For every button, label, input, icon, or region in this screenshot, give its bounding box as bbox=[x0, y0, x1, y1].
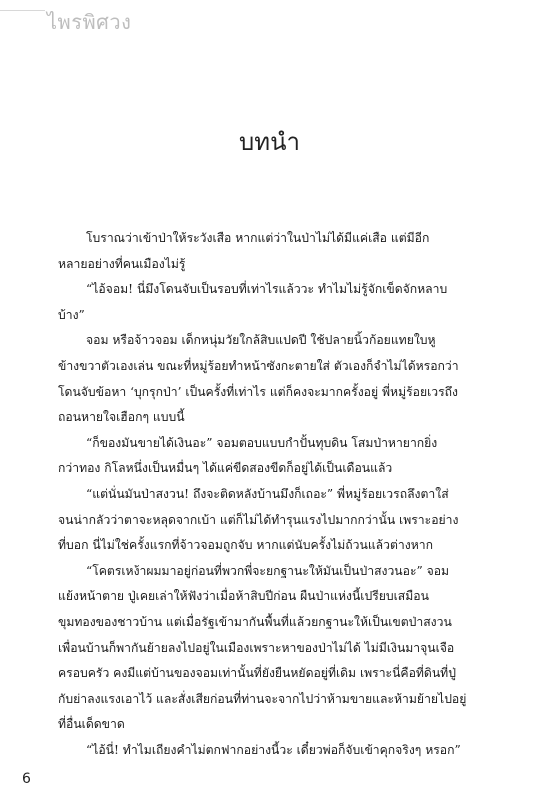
text-line: ถอนหายใจเฮือกๆ แบบนี้ bbox=[58, 410, 185, 425]
page-number: 6 bbox=[22, 771, 31, 787]
body-text bbox=[58, 226, 498, 763]
text-line: จอม หรือจ้าวจอม เด็กหนุ่มวัยใกล้สิบแปดปี ใช้ปลายนิ้วก้อยแทยใบหู bbox=[86, 333, 436, 348]
chapter-title: บทนำ bbox=[239, 128, 300, 156]
text-line: ที่อื่นเด็ดขาด bbox=[58, 717, 125, 732]
text-line: บ้าง” bbox=[58, 307, 85, 322]
text-line: “ก็ของมันขายได้เงินอะ” จอมตอบแบบกำปั้นทุบดิน โสมป่าหายากยิ่ง bbox=[86, 435, 438, 450]
text-line: เพื่อนบ้านก็พากันย้ายลงไปอยู่ในเมืองเพราะหาของป่าไม่ได้ ไม่มีเงินมาจุนเจือ bbox=[58, 640, 455, 655]
text-line: “ไอ้นี่! ทำไมเถียงคำไม่ตกฟากอย่างนี้วะ เดี๋ยวพ่อก็จับเข้าคุกจริงๆ หรอก” bbox=[86, 742, 461, 757]
text-line: โบราณว่าเข้าป่าให้ระวังเสือ หากแต่ว่าในป่าไม่ได้มีแค่เสือ แต่มีอีก bbox=[86, 231, 430, 245]
text-line: “แต่นั่นมันป่าสงวน! ถึงจะติดหลังบ้านมึงก็เถอะ” พี่หมู่ร้อยเวรถลึงตาใส่ bbox=[86, 486, 449, 501]
text-line: หลายอย่างที่คนเมืองไม่รู้ bbox=[58, 256, 186, 271]
text-line: จนน่ากลัวว่าตาจะหลุดจากเบ้า แต่ก็ไม่ได้ทำรุนแรงไปมากกว่านั้น เพราะอย่าง bbox=[58, 512, 459, 527]
text-line: ที่บอก นี่ไม่ใช่ครั้งแรกที่จ้าวจอมถูกจับ หากแต่นับครั้งไม่ถ้วนแล้วต่างหาก bbox=[58, 538, 433, 553]
text-line: “โคตรเหง้าผมมาอยู่ก่อนที่พวกพี่จะยกฐานะให้มันเป็นป่าสงวนอะ” จอม bbox=[86, 563, 450, 578]
text-line: โดนจับข้อหา ‘บุกรุกป่า’ เป็นครั้งที่เท่าไร แต่ก็คงจะมากครั้งอยู่ พี่หมู่ร้อยเวรถึง bbox=[58, 384, 458, 399]
text-line: แย้งหน้าตาย ปู่เคยเล่าให้ฟังว่าเมื่อห้าสิบปีก่อน ผืนป่าแห่งนี้เปรียบเสมือน bbox=[58, 589, 429, 604]
header-rule bbox=[0, 10, 45, 11]
text-line: “ไอ้จอม! นี่มึงโดนจับเป็นรอบที่เท่าไรแล้ววะ ทำไมไม่รู้จักเข็ดจักหลาบ bbox=[86, 282, 448, 297]
text-line: ข้างขวาตัวเองเล่น ขณะที่หมู่ร้อยทำหน้าซังกะตายใส่ ตัวเองก็จำไม่ได้หรอกว่า bbox=[58, 358, 459, 373]
text-line: กับย่าลงแรงเอาไว้ และสั่งเสียก่อนที่ท่านจะจากไปว่าห้ามขายและห้ามย้ายไปอยู่ bbox=[58, 691, 467, 706]
text-line: กว่าทอง กิโลหนึ่งเป็นหมื่นๆ ได้แค่ขีดสองขีดก็อยู่ได้เป็นเดือนแล้ว bbox=[58, 461, 393, 476]
running-header: ไพรพิศวง bbox=[47, 10, 132, 34]
text-line: ขุมทองของชาวบ้าน แต่เมื่อรัฐเข้ามากันพื้นที่แล้วยกฐานะให้เป็นเขตป่าสงวน bbox=[58, 614, 452, 629]
text-line: ครอบครัว คงมีแต่บ้านของจอมเท่านั้นที่ยังยืนหยัดอยู่ที่เดิม เพราะนี่คือที่ดินที่ปู่ bbox=[58, 666, 456, 681]
